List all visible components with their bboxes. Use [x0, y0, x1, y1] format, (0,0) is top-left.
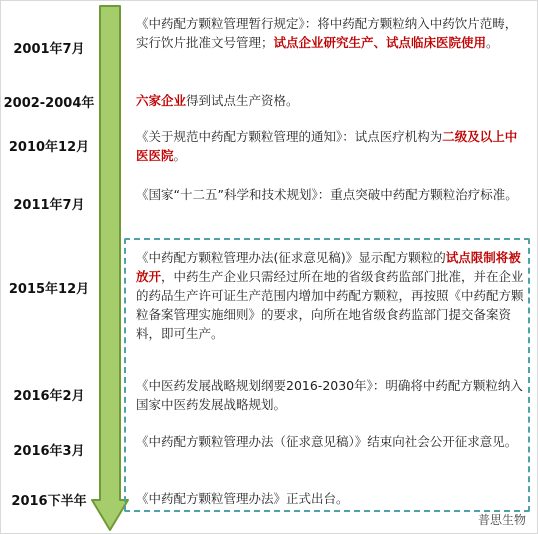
event-part: 《国家“十二五”科学和技术规划》：重点突破中药配方颗粒治疗标准。: [136, 187, 518, 202]
watermark: 普思生物: [477, 513, 526, 527]
date-2010-12: 2010年12月: [8, 140, 90, 155]
event-part: 《中药配方颗粒管理暂行规定》：将中药配方颗粒纳入中药饮片范畴，实行饮片批准文号管理；: [136, 16, 518, 50]
event-text-2016-02: [136, 376, 524, 414]
event-part: 《中医药发展战略规划纲要2016-2030年》：明确将中药配方颗粒纳入国家中医药发展战略规划。: [136, 378, 523, 412]
event-text-2011: [136, 185, 524, 204]
event-part: 《中药配方颗粒管理办法》正式出台。: [136, 491, 349, 506]
event-part: 《关于规范中药配方颗粒管理的通知》：试点医疗机构为: [136, 129, 443, 144]
event-part: 《中药配方颗粒管理办法（征求意见稿）》结束向社会公开征求意见。: [136, 434, 518, 449]
date-2001-07: 2001年7月: [13, 42, 85, 57]
event-part: 得到试点生产资格。: [186, 93, 299, 108]
event-text-2001: [136, 14, 524, 52]
event-highlight: 六家企业: [136, 93, 187, 108]
event-text-2016-03: [136, 432, 524, 451]
event-text-2002: [136, 91, 524, 110]
event-highlight: 试点限制将被放开: [136, 250, 521, 284]
date-2016-h2: 2016下半年: [11, 494, 87, 509]
date-2015-12: 2015年12月: [8, 282, 90, 297]
event-part: 。: [173, 148, 187, 163]
date-2002-2004: 2002-2004年: [3, 96, 95, 111]
date-2016-03: 2016年3月: [13, 444, 85, 459]
event-text-2016-h2: [136, 489, 524, 508]
event-text-2010: [136, 127, 524, 165]
event-highlight: 二级及以上中医医院: [136, 129, 518, 163]
event-highlight: 试点企业研究生产、试点临床医院使用: [273, 35, 487, 50]
event-part: ，中药生产企业只需经过所在地的省级食药监部门批准，并在企业的药品生产许可证生产范围内增加中药配方颗粒，再按照《中药配方颗粒备案管理实施细则》的要求，向所在地省级食药监部门提交备案资料，即可生产。: [136, 269, 524, 341]
date-2011-07: 2011年7月: [13, 198, 85, 213]
event-part: 。: [486, 35, 499, 50]
event-text-2015: [136, 248, 524, 343]
date-2016-02: 2016年2月: [13, 389, 85, 404]
event-part: 《中药配方颗粒管理办法(征求意见稿)》显示配方颗粒的: [136, 250, 446, 265]
